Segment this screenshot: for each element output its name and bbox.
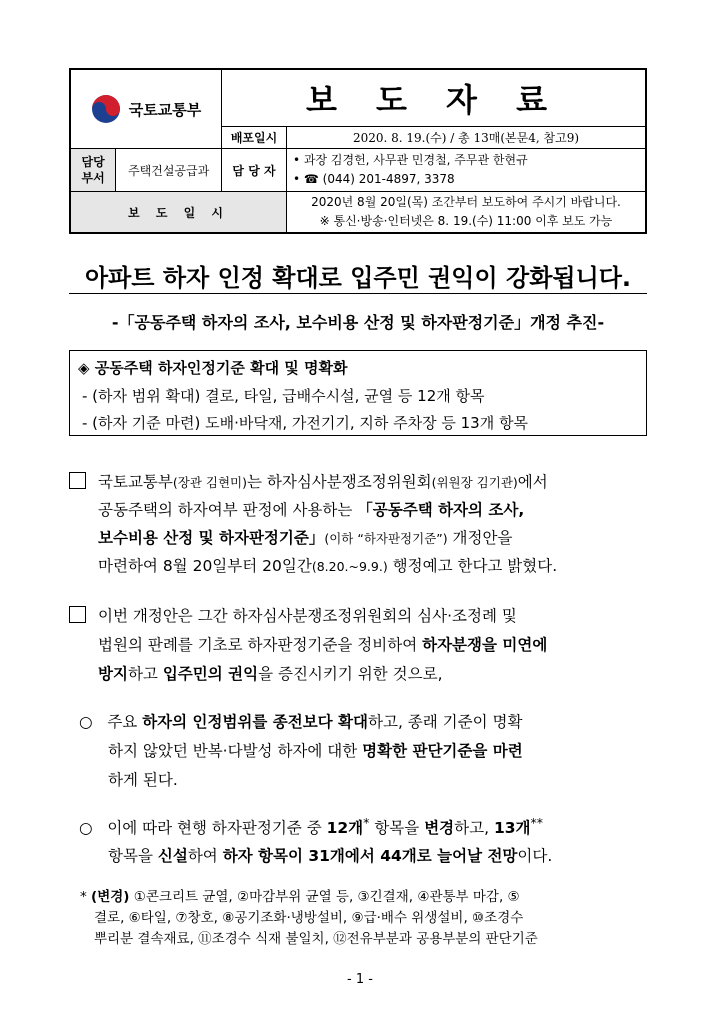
footnote-text: 결로, ⑥타일, ⑦창호, ⑧공기조화·냉방설비, ⑨급·배수 위생설비, ⑩조경수 xyxy=(94,910,524,926)
para1-line-3 xyxy=(98,526,512,548)
bullet1-text: 하고, 종래 기준이 명확 xyxy=(368,713,523,731)
taegeuk-logo-icon xyxy=(91,94,121,124)
headline-underline xyxy=(69,293,647,294)
dept-label-line-2: 부서 xyxy=(81,171,105,185)
bullet1-line-3 xyxy=(108,768,178,790)
para2-text: 방지 xyxy=(98,665,128,683)
report-date-label: 보 도 일 시 xyxy=(70,192,287,234)
distribution-value: 2020. 8. 19.(수) / 총 13매(본문4, 참고9) xyxy=(287,127,647,149)
footnote-line-2 xyxy=(94,906,523,926)
manager-value xyxy=(287,149,647,192)
dept-value: 주택건설공급과 xyxy=(116,149,222,192)
bullet1-text: 명확한 판단기준을 마련 xyxy=(362,742,523,760)
dept-label-line-1: 담당 xyxy=(81,155,105,169)
para1-line-2 xyxy=(98,498,524,520)
para2-text: 법원의 판례를 기초로 하자판정기준을 정비하여 xyxy=(98,636,423,654)
para2-line-1 xyxy=(69,604,517,626)
bullet2-text: 하고, xyxy=(454,819,494,838)
footnote-marker: * xyxy=(80,889,87,905)
footnote-text: 뿌리분 결속재료, ⑪조경수 식재 불일치, ⑫전유부분과 공용부분의 판단기준 xyxy=(94,931,538,947)
press-release-title: 보 도 자 료 xyxy=(222,69,647,127)
para1-text: 는 하자심사분쟁조정위원회 xyxy=(246,473,432,491)
page-number: - 1 - xyxy=(347,972,373,987)
report-date-value xyxy=(287,192,647,234)
bullet1-line-1 xyxy=(79,710,522,732)
para1-text: 보수비용 산정 및 하자판정기준」 xyxy=(98,529,325,547)
para2-line-2 xyxy=(98,633,547,655)
dept-label xyxy=(70,149,116,192)
para1-text: (8.20.~9.9.) xyxy=(311,559,388,574)
bullet1-text: 하자의 인정범위를 종전보다 확대 xyxy=(142,713,368,731)
bullet2-text: 이다. xyxy=(517,847,553,865)
para2-text: 하고 xyxy=(127,665,163,683)
footnote-line-3 xyxy=(94,927,538,947)
report-date-line-2: ※ 통신·방송·인터넷은 8. 19.(수) 11:00 이후 보도 가능 xyxy=(319,214,613,228)
bullet2-text: 신설 xyxy=(157,847,188,865)
para2-text: 하자분쟁을 미연에 xyxy=(422,636,548,654)
para1-text: (장관 김현미) xyxy=(172,475,247,490)
bullet1-text: 주요 xyxy=(107,713,143,731)
footnote-line-1 xyxy=(80,885,520,905)
press-release-header xyxy=(69,68,647,234)
para1-text: 행정예고 한다고 밝혔다. xyxy=(387,557,558,575)
para1-text: (위원장 김기관) xyxy=(431,475,518,490)
summary-item-2: - (하자 기준 마련) 도배·바닥재, 가전기기, 지하 주차장 등 13개 항목 xyxy=(82,414,528,432)
para1-text: (이하 “하자판정기준”) xyxy=(324,531,448,546)
para1-text: 마련하여 8월 20일부터 20일간 xyxy=(98,557,312,575)
bullet2-text: 변경 xyxy=(424,819,455,838)
report-date-line-1: 2020년 8월 20일(목) 조간부터 보도하여 주시기 바랍니다. xyxy=(311,195,621,209)
footnote-marker: * xyxy=(363,815,370,830)
para2-text: 을 증진시키기 위한 것으로, xyxy=(258,665,443,683)
checkbox-square-icon xyxy=(69,606,86,623)
footnote-text: (변경) xyxy=(91,889,130,905)
subheadline: -「공동주택 하자의 조사, 보수비용 산정 및 하자판정기준」개정 추진- xyxy=(111,313,605,332)
bullet2-text: 하자 항목이 31개에서 44개로 늘어날 전망 xyxy=(222,847,518,865)
checkbox-square-icon xyxy=(69,472,86,489)
ministry-name: 국토교통부 xyxy=(128,100,202,119)
bullet-circle-icon: ○ xyxy=(79,819,93,838)
bullet2-text: 이에 따라 현행 하자판정기준 중 xyxy=(107,819,327,838)
summary-title: ◈ 공동주택 하자인정기준 확대 및 명확화 xyxy=(78,359,348,377)
para1-text: 「공동주택 하자의 조사, xyxy=(357,501,525,519)
summary-box xyxy=(69,350,647,436)
footnote-marker: ** xyxy=(530,815,543,830)
bullet1-text: 하지 않았던 반복·다발성 하자에 대한 xyxy=(108,742,363,760)
bullet2-text: 항목을 xyxy=(369,819,425,838)
summary-item-1: - (하자 범위 확대) 결로, 타일, 급배수시설, 균열 등 12개 항목 xyxy=(82,387,485,405)
para1-line-4 xyxy=(98,554,557,576)
para1-text: 국토교통부 xyxy=(98,473,173,491)
para1-line-1 xyxy=(69,470,548,492)
footnote-text: ①콘크리트 균열, ②마감부위 균열 등, ③긴결재, ④관통부 마감, ⑤ xyxy=(129,889,520,905)
distribution-label: 배포일시 xyxy=(222,127,287,149)
para1-text: 에서 xyxy=(517,473,548,491)
para1-text: 공동주택의 하자여부 판정에 사용하는 xyxy=(98,501,358,519)
bullet2-text: 하여 xyxy=(187,847,223,865)
bullet2-text: 12개 xyxy=(326,819,364,838)
bullet1-line-2 xyxy=(108,739,523,761)
bullet2-line-1 xyxy=(79,815,543,838)
bullet2-line-2 xyxy=(108,844,552,866)
para2-line-3 xyxy=(98,662,443,684)
bullet2-text: 항목을 xyxy=(108,847,158,865)
para1-text: 개정안을 xyxy=(447,529,513,547)
bullet1-text: 하게 된다. xyxy=(108,771,178,789)
para2-text: 입주민의 권익 xyxy=(162,665,259,683)
para2-text: 이번 개정안은 그간 하자심사분쟁조정위원회의 심사·조정례 및 xyxy=(98,607,517,625)
manager-phone: • ☎ (044) 201-4897, 3378 xyxy=(293,172,455,186)
bullet-circle-icon: ○ xyxy=(79,713,93,731)
headline: 아파트 하자 인정 확대로 입주민 권익이 강화됩니다. xyxy=(84,264,632,292)
manager-label: 담 당 자 xyxy=(222,149,287,192)
manager-names: • 과장 김경헌, 사무관 민경철, 주무관 한현규 xyxy=(293,153,528,167)
bullet2-text: 13개 xyxy=(493,819,531,838)
ministry-logo-cell xyxy=(70,69,222,149)
